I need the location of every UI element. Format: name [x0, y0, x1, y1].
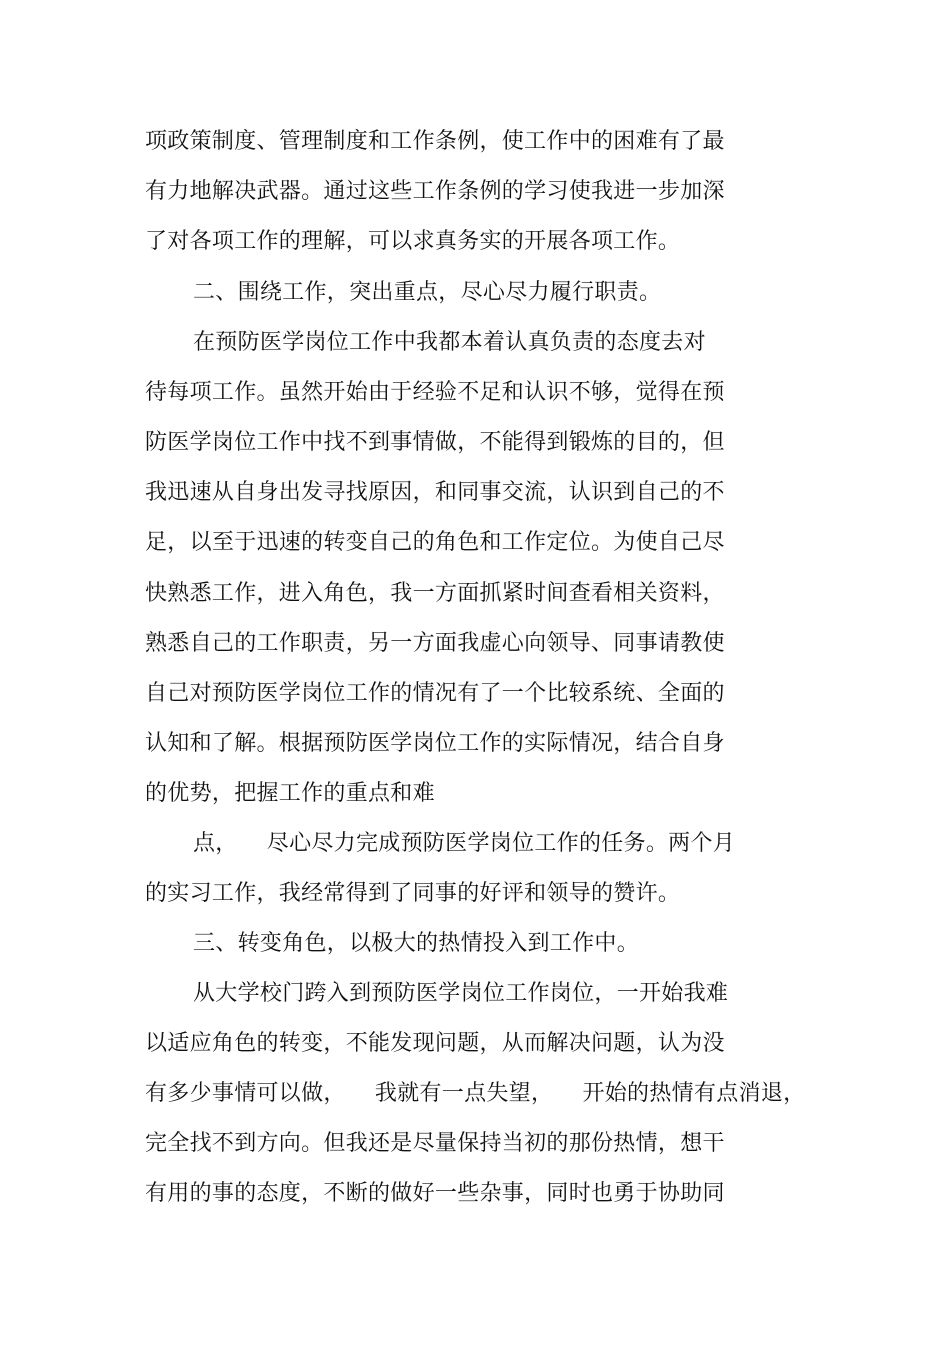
text-line: 足，以至于迅速的转变自己的角色和工作定位。为使自己尽 — [145, 530, 725, 555]
text-line: 以适应角色的转变，不能发现问题，从而解决问题，认为没 — [145, 1031, 725, 1056]
text-line: 项政策制度、管理制度和工作条例，使工作中的困难有了最 — [145, 129, 725, 154]
text-line: 从大学校门跨入到预防医学岗位工作岗位，一开始我难 — [193, 981, 729, 1006]
text-line: 我迅速从自身出发寻找原因，和同事交流，认识到自己的不 — [145, 480, 725, 505]
text-line: 了对各项工作的理解，可以求真务实的开展各项工作。 — [145, 229, 681, 254]
text-line: 认知和了解。根据预防医学岗位工作的实际情况，结合自身 — [145, 731, 725, 756]
text-line: 有多少事情可以做， 我就有一点失望， 开始的热情有点消退， — [145, 1081, 806, 1106]
text-line: 待每项工作。虽然开始由于经验不足和认识不够，觉得在预 — [145, 380, 725, 405]
text-line: 有用的事的态度，不断的做好一些杂事，同时也勇于协助同 — [145, 1181, 725, 1206]
text-line: 防医学岗位工作中找不到事情做，不能得到锻炼的目的，但 — [145, 430, 725, 455]
text-line: 点， 尽心尽力完成预防医学岗位工作的任务。两个月 — [193, 831, 736, 856]
text-line: 的优势，把握工作的重点和难 — [145, 781, 435, 806]
text-line: 自己对预防医学岗位工作的情况有了一个比较系统、全面的 — [145, 681, 725, 706]
text-line: 有力地解决武器。通过这些工作条例的学习使我进一步加深 — [145, 179, 725, 204]
section-heading: 三、转变角色，以极大的热情投入到工作中。 — [193, 931, 640, 956]
text-line: 的实习工作，我经常得到了同事的好评和领导的赞许。 — [145, 881, 681, 906]
text-line: 在预防医学岗位工作中我都本着认真负责的态度去对 — [193, 330, 706, 355]
text-line: 熟悉自己的工作职责，另一方面我虚心向领导、同事请教使 — [145, 631, 725, 656]
text-line: 完全找不到方向。但我还是尽量保持当初的那份热情，想干 — [145, 1131, 725, 1156]
text-line: 快熟悉工作，进入角色，我一方面抓紧时间查看相关资料， — [145, 581, 725, 606]
section-heading: 二、围绕工作，突出重点，尽心尽力履行职责。 — [193, 280, 662, 305]
